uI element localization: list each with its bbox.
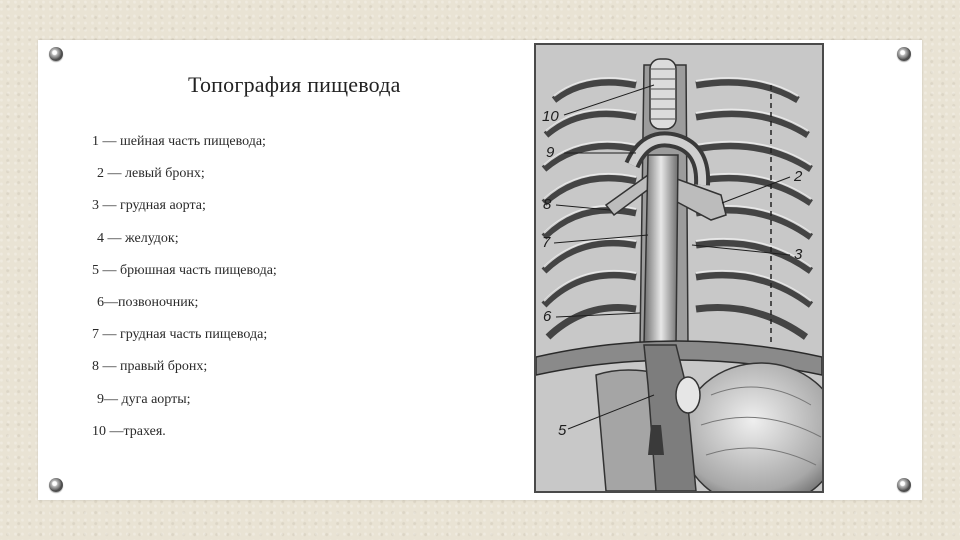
legend-item: 2 — левый бронх;	[97, 166, 205, 182]
figure-label-7: 7	[542, 234, 551, 251]
legend-list	[92, 134, 277, 456]
legend-item: 9— дуга аорты;	[97, 391, 191, 407]
anatomy-illustration	[534, 43, 824, 493]
legend-item: 10 —трахея.	[92, 423, 166, 439]
pin-icon	[897, 47, 911, 61]
legend-item: 6—позвоночник;	[97, 294, 199, 310]
figure-label-6: 6	[543, 308, 552, 325]
legend-item: 8 — правый бронх;	[92, 359, 208, 375]
figure-label-2: 2	[794, 168, 803, 185]
figure-label-9: 9	[546, 144, 555, 161]
pin-icon	[49, 47, 63, 61]
figure-label-3: 3	[794, 246, 803, 263]
legend-item: 7 — грудная часть пищевода;	[92, 327, 268, 343]
pin-icon	[49, 478, 63, 492]
anatomy-drawing	[536, 45, 822, 491]
figure-label-8: 8	[543, 196, 552, 213]
legend-item: 4 — желудок;	[97, 230, 179, 246]
legend-item: 1 — шейная часть пищевода;	[92, 134, 266, 149]
figure-label-10: 10	[542, 108, 559, 125]
legend-item: 3 — грудная аорта;	[92, 198, 206, 214]
pin-icon	[897, 478, 911, 492]
legend-item: 5 — брюшная часть пищевода;	[92, 262, 277, 278]
slide-title: Топография пищевода	[188, 72, 401, 97]
figure-label-5: 5	[558, 422, 567, 439]
